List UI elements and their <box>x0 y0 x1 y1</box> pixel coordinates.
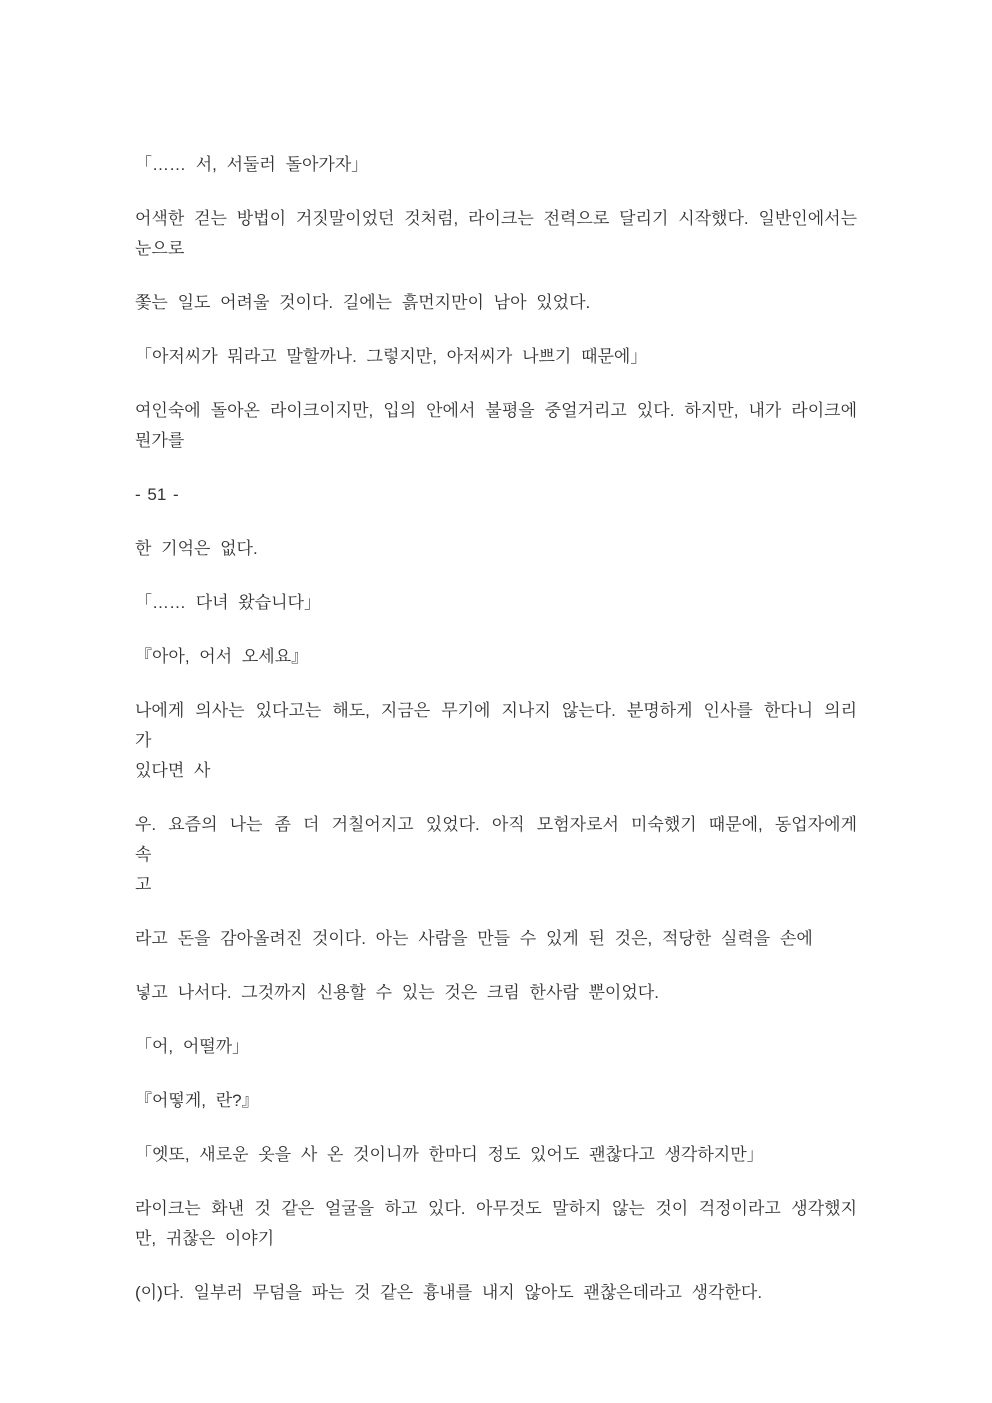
narration-paragraph <box>135 534 857 564</box>
text-line: 「…… 서, 서둘러 돌아가자」 <box>135 155 369 174</box>
text-line: - 51 - <box>135 485 179 504</box>
text-line: 한 기억은 없다. <box>135 539 258 558</box>
text-line: 나에게 의사는 있다고는 해도, 지금은 무기에 지나지 않는다. 분명하게 인사를 한다니 의리가 <box>135 701 857 750</box>
text-line: 「어, 어떨까」 <box>135 1037 250 1056</box>
narration-paragraph <box>135 924 857 954</box>
dialogue-paragraph <box>135 642 857 672</box>
text-line: 「아저씨가 뭐라고 말할까나. 그렇지만, 아저씨가 나쁘기 때문에」 <box>135 347 648 366</box>
dialogue-paragraph <box>135 150 857 180</box>
dialogue-paragraph <box>135 588 857 618</box>
narration-paragraph <box>135 978 857 1008</box>
dialogue-paragraph <box>135 342 857 372</box>
dialogue-paragraph <box>135 1140 857 1170</box>
text-line: 우. 요즘의 나는 좀 더 거칠어지고 있었다. 아직 모험자로서 미숙했기 때문에, 동업자에게 속 <box>135 815 857 864</box>
text-line: 만, 귀찮은 이야기 <box>135 1229 275 1248</box>
text-line: 있다면 사 <box>135 761 211 780</box>
text-line: 「엣또, 새로운 옷을 사 온 것이니까 한마디 정도 있어도 괜찮다고 생각하지만」 <box>135 1145 764 1164</box>
text-line: 쫓는 일도 어려울 것이다. 길에는 흙먼지만이 남아 있었다. <box>135 293 591 312</box>
text-line: 『어떻게, 란?』 <box>135 1091 259 1110</box>
narration-paragraph <box>135 288 857 318</box>
narration-paragraph <box>135 1194 857 1254</box>
narration-paragraph <box>135 204 857 264</box>
dialogue-paragraph <box>135 1086 857 1116</box>
text-line: 「…… 다녀 왔습니다」 <box>135 593 321 612</box>
document-body <box>135 150 857 1308</box>
page-number <box>135 480 857 510</box>
text-line: 라고 돈을 감아올려진 것이다. 아는 사람을 만들 수 있게 된 것은, 적당한 실력을 손에 <box>135 929 813 948</box>
text-line: 고 <box>135 875 152 894</box>
text-line: 라이크는 화낸 것 같은 얼굴을 하고 있다. 아무것도 말하지 않는 것이 걱정이라고 생각했지 <box>135 1199 857 1218</box>
narration-paragraph <box>135 1278 857 1308</box>
narration-paragraph <box>135 810 857 900</box>
text-line: 여인숙에 돌아온 라이크이지만, 입의 안에서 불평을 중얼거리고 있다. 하지만, 내가 라이크에 <box>135 401 857 420</box>
text-line: 눈으로 <box>135 239 185 258</box>
text-line: 뭔가를 <box>135 431 185 450</box>
narration-paragraph <box>135 696 857 786</box>
text-line: (이)다. 일부러 무덤을 파는 것 같은 흉내를 내지 않아도 괜찮은데라고 생각한다. <box>135 1283 763 1302</box>
narration-paragraph <box>135 396 857 456</box>
dialogue-paragraph <box>135 1032 857 1062</box>
text-line: 『아아, 어서 오세요』 <box>135 647 309 666</box>
text-line: 넣고 나서다. 그것까지 신용할 수 있는 것은 크림 한사람 뿐이었다. <box>135 983 659 1002</box>
text-line: 어색한 걷는 방법이 거짓말이었던 것처럼, 라이크는 전력으로 달리기 시작했다. 일반인에서는 <box>135 209 857 228</box>
